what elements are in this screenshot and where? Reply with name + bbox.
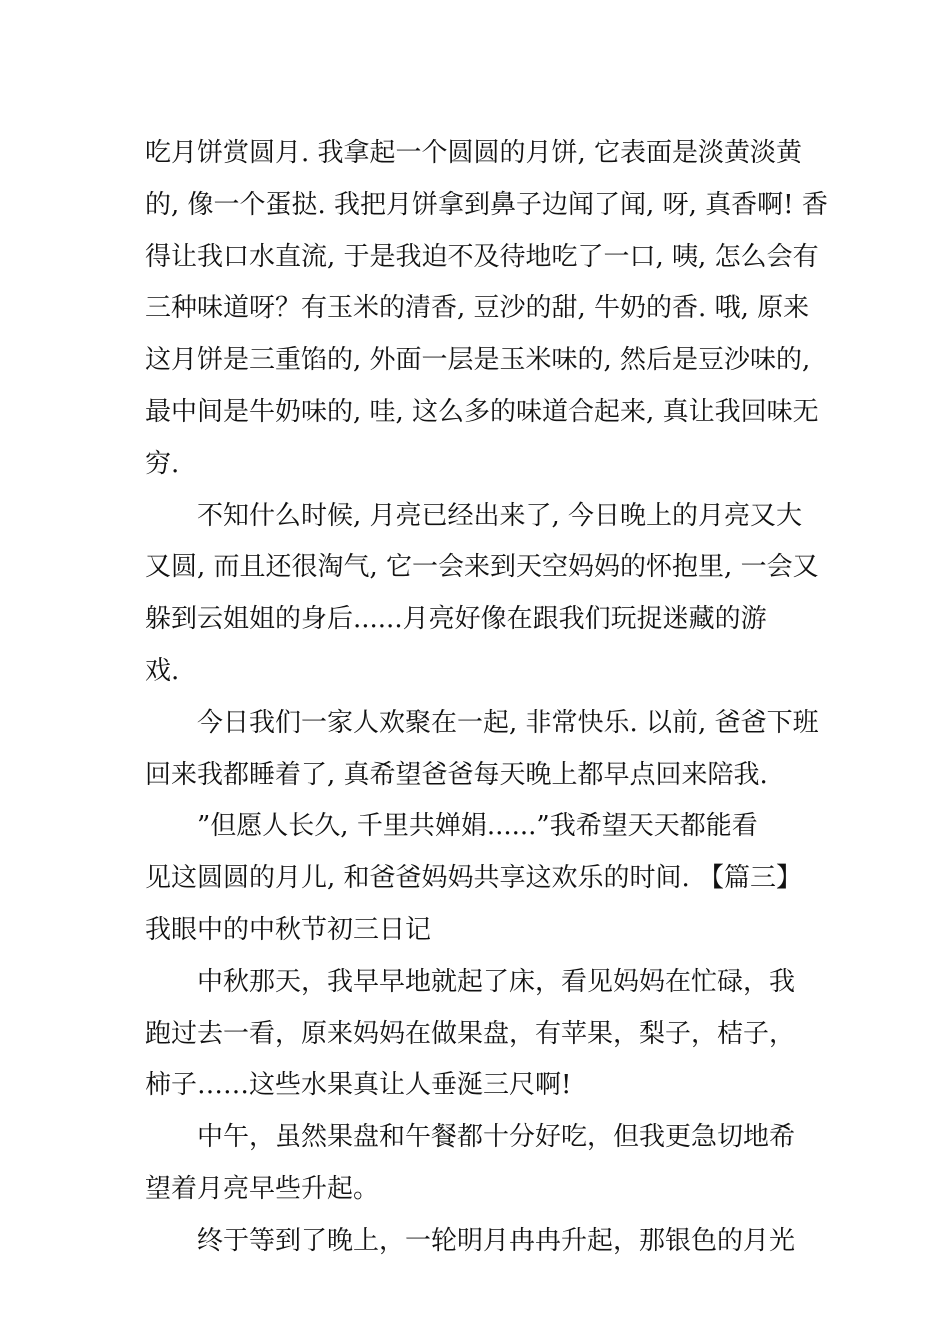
text-line: 穷. [145,448,180,479]
text-line: 望着月亮早些升起。 [145,1173,380,1204]
text-line: 躲到云姐姐的身后......月亮好像在跟我们玩捉迷藏的游 [145,604,767,635]
text-line: 跑过去一看，原来妈妈在做果盘，有苹果，梨子，桔子， [145,1018,796,1049]
section-title-line: 我眼中的中秋节初三日记 [145,914,432,945]
text-line: 的, 像一个蛋挞. 我把月饼拿到鼻子边闻了闻, 呀, 真香啊! 香 [145,189,828,220]
text-line: 最中间是牛奶味的, 哇, 这么多的味道合起来, 真让我回味无 [145,396,819,427]
paragraph-start-line: 中秋那天，我早早地就起了床，看见妈妈在忙碌，我 [197,966,796,997]
text-line: 吃月饼赏圆月. 我拿起一个圆圆的月饼, 它表面是淡黄淡黄 [145,138,803,168]
text-line: 这月饼是三重馅的, 外面一层是玉米味的, 然后是豆沙味的, [145,345,811,376]
text-line: 见这圆圆的月儿, 和爸爸妈妈共享这欢乐的时间. 【篇三】 [145,863,803,894]
paragraph-start-line: 今日我们一家人欢聚在一起, 非常快乐. 以前, 爸爸下班 [197,707,819,738]
text-line: 得让我口水直流, 于是我迫不及待地吃了一口, 咦, 怎么会有 [145,241,819,272]
text-line: 三种味道呀？有玉米的清香, 豆沙的甜, 牛奶的香. 哦, 原来 [145,293,810,324]
paragraph-start-line: 终于等到了晚上，一轮明月冉冉升起，那银色的月光 [197,1225,796,1256]
document-body [145,128,828,1268]
paragraph-start-line: 不知什么时候, 月亮已经出来了, 今日晚上的月亮又大 [197,500,803,531]
text-line: 又圆, 而且还很淘气, 它一会来到天空妈妈的怀抱里, 一会又 [145,552,819,583]
text-line: 柿子……这些水果真让人垂涎三尺啊! [145,1070,572,1101]
text-line: 回来我都睡着了, 真希望爸爸每天晚上都早点回来陪我. [145,759,768,790]
text-line: 戏. [145,655,180,686]
paragraph-start-line: 中午，虽然果盘和午餐都十分好吃，但我更急切地希 [197,1122,796,1153]
paragraph-start-line: ”但愿人长久, 千里共婵娟......”我希望天天都能看 [197,811,758,842]
